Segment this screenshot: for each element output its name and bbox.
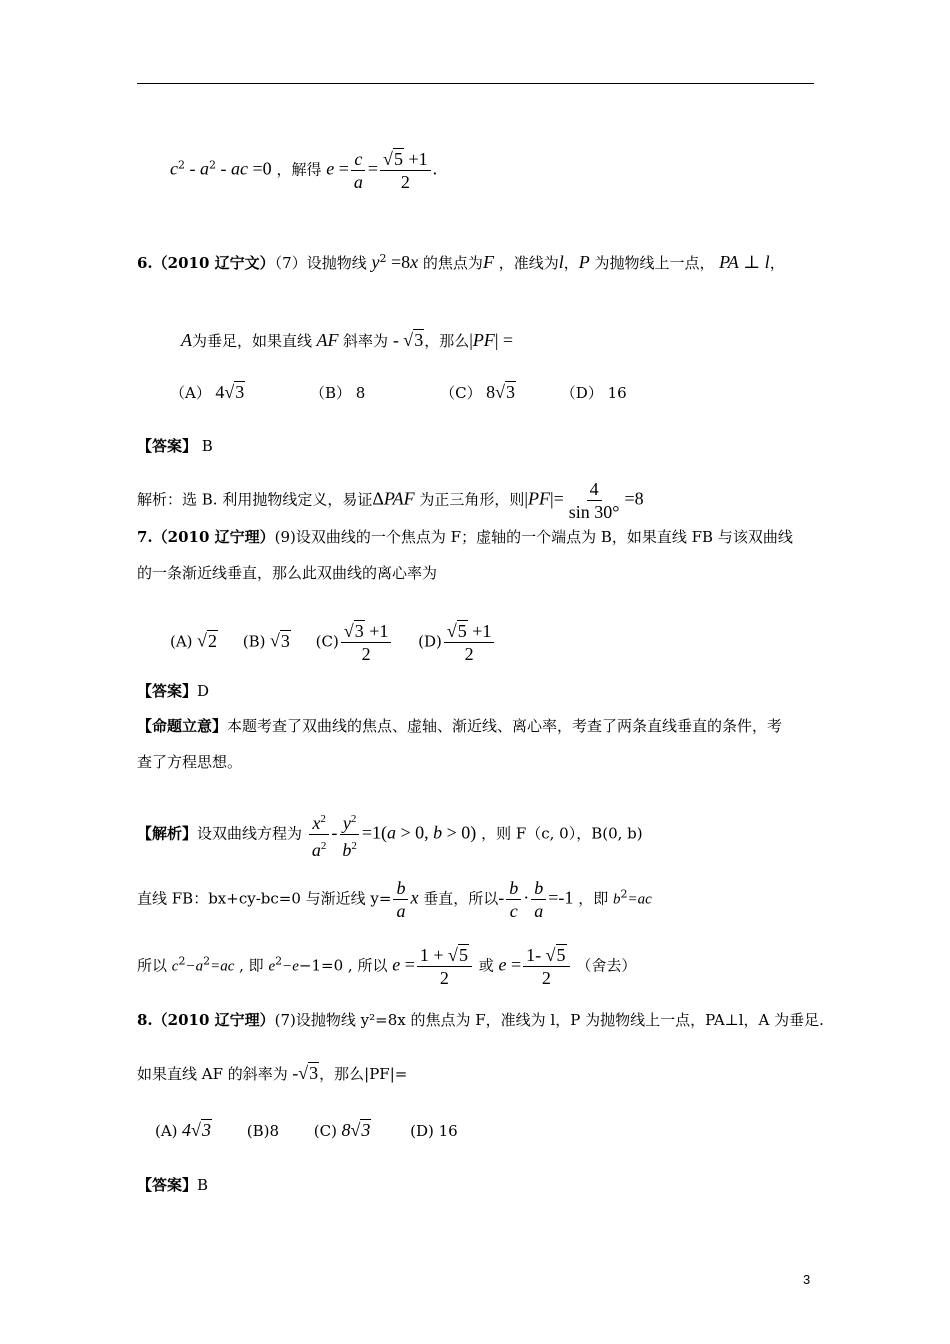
q8-line1: 8.（2010 辽宁理）(7)设抛物线 y²=8x 的焦点为 F，准线为 l，P 为抛物线上一点，PA⊥l，A 为垂足. bbox=[137, 1011, 824, 1029]
q7-answer: 【答案】D bbox=[137, 682, 210, 700]
q8-answer: 【答案】B bbox=[137, 1176, 209, 1194]
intro-line: $c^2 - a^2$ - ac =0 ，解得 e = $\frac{c}{a}$ = $\frac{√5 +1}{2}$ . bbox=[170, 149, 438, 192]
q7-line2: 的一条渐近线垂直，那么此双曲线的离心率为 bbox=[137, 564, 438, 582]
q7-options: (A) √2 (B) √3 (C) $\frac{√3 +1}{2}$ (D) $\frac{√5 +1}{2}$ bbox=[170, 620, 496, 665]
q6-line1: 6.（2010 辽宁文）（7）设抛物线 $y^2 =8x$ 的焦点为F ，准线为l，P 为抛物线上一点， PA ⊥ l， bbox=[137, 252, 785, 272]
q7-intent-cont: 查了方程思想。 bbox=[137, 753, 243, 771]
q6-answer: 【答案】 B bbox=[137, 437, 213, 455]
q7-analysis-3: 所以 $c^2-a^2=ac$ , 即 $e^2-e-1=0$ , 所以 e = $\frac{1 + √5}{2}$ 或 e = $\frac{1- √5}{2}$ （舍去） bbox=[137, 945, 637, 988]
q7-analysis-2: 直线 FB：bx+cy-bc=0 与渐近线 y= $\frac{b}{a}$ x 垂直，所以- $\frac{b}{c}$ · $\frac{b}{a}$ =-1 ，即 $b^2=ac$ bbox=[137, 878, 652, 921]
q7-analysis-1: 【解析】设双曲线方程为 $\frac{x^2}{a^2}$ - $\frac{y^2}{b^2}$ =1(a > 0, b > 0) ，则 F（c, 0），B(0, b) bbox=[137, 808, 643, 861]
page-number: 3 bbox=[803, 1272, 811, 1287]
q8-options: (A) 4√3 (B)8 (C) 8√3 (D) 16 bbox=[155, 1120, 458, 1140]
q6-line2: A为垂足，如果直线 AF 斜率为 - √3，那么|PF| = bbox=[181, 330, 514, 350]
q7-line1: 7.（2010 辽宁理）(9)设双曲线的一个焦点为 F；虚轴的一个端点为 B，如果直线 FB 与该双曲线 bbox=[137, 528, 793, 546]
q7-intent: 【命题立意】本题考查了双曲线的焦点、虚轴、渐近线、离心率，考查了两条直线垂直的条件，考 bbox=[137, 717, 783, 735]
header-rule bbox=[137, 83, 814, 84]
q6-options: （A） 4√3 （B） 8 （C） 8√3 （D） 16 bbox=[170, 382, 627, 402]
q6-analysis: 解析：选 B. 利用抛物线定义，易证ΔPAF 为正三角形，则|PF|= $\frac{4}{\sin 30^\circ}$ =8 bbox=[137, 479, 644, 522]
q8-line2: 如果直线 AF 的斜率为 -√3，那么|PF|= bbox=[137, 1063, 408, 1083]
